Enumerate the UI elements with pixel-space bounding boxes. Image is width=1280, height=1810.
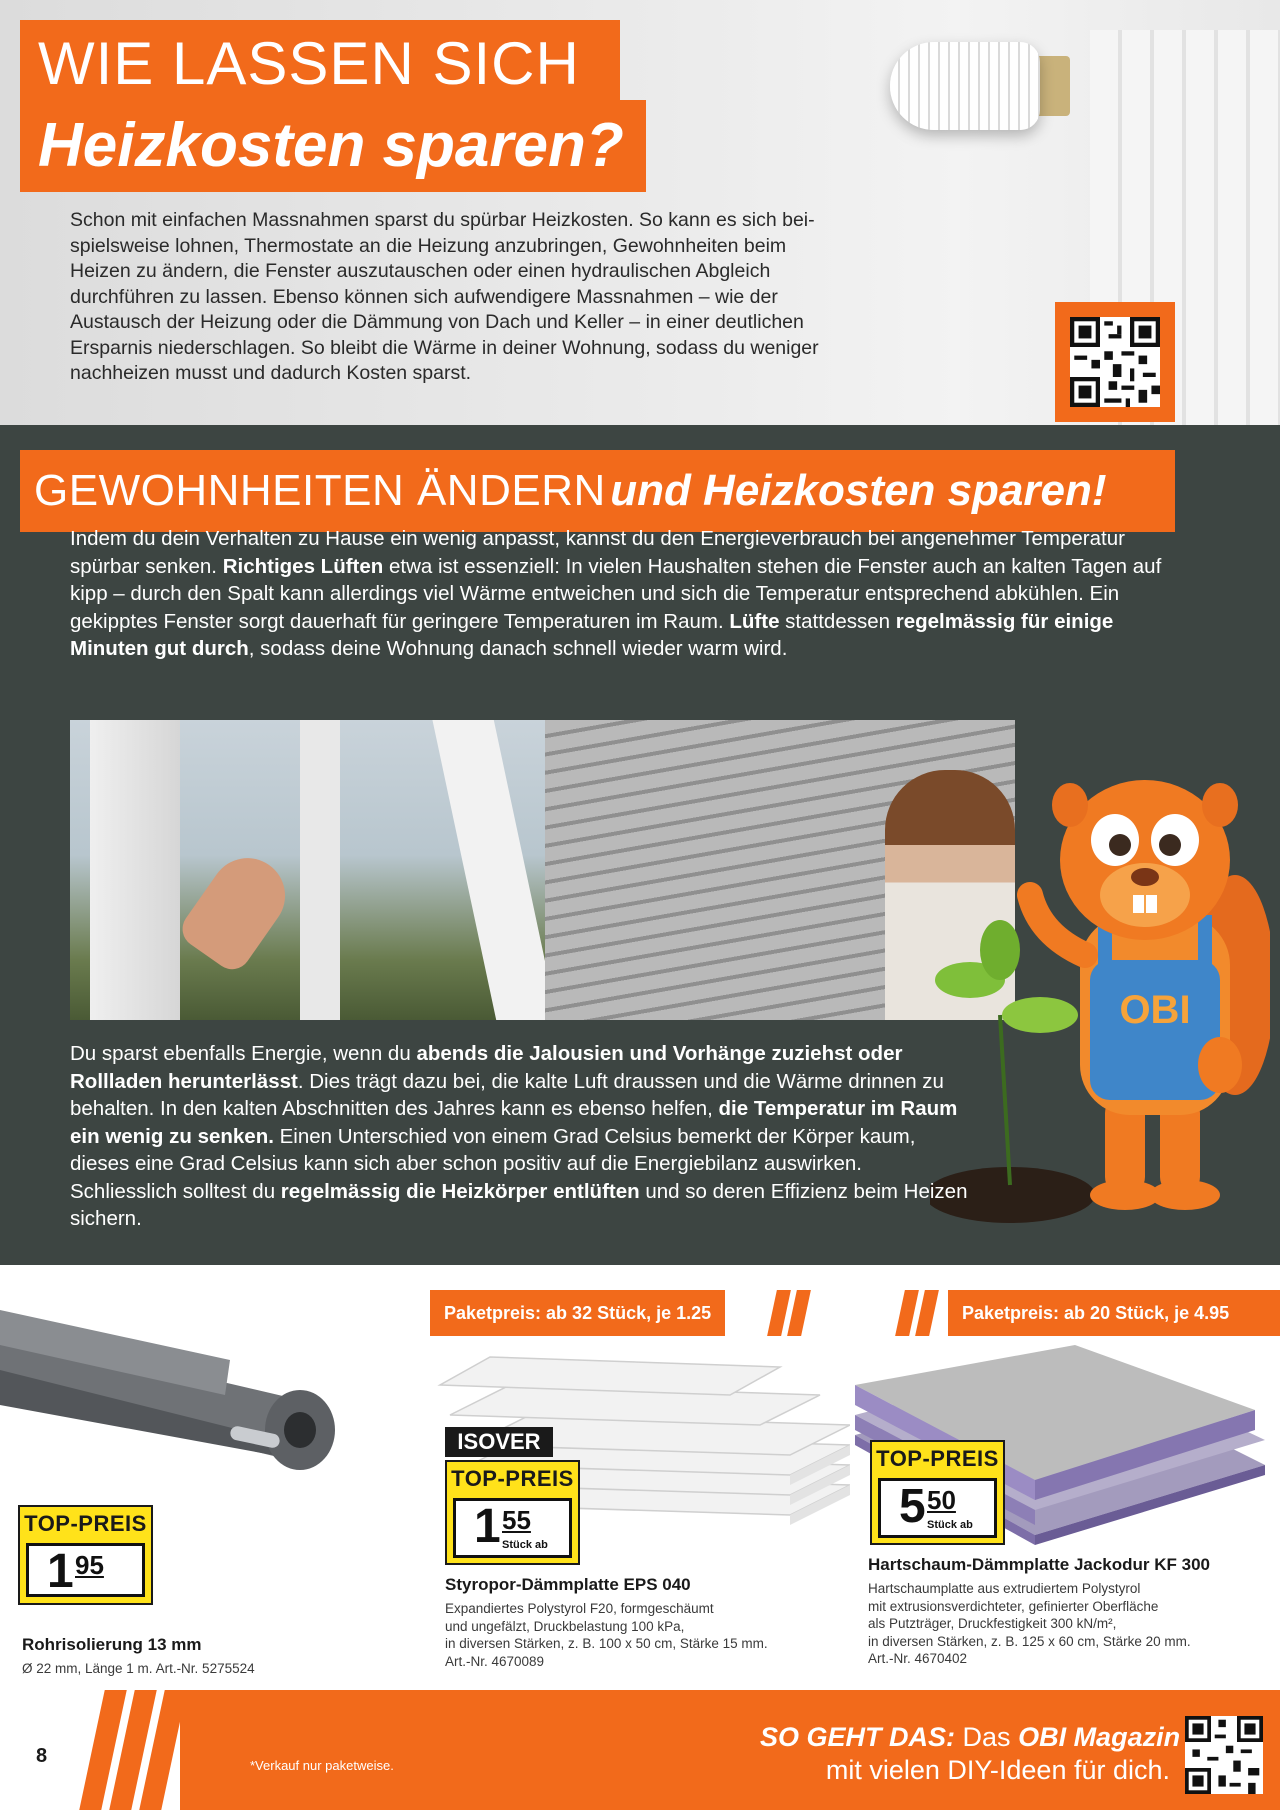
footnote: *Verkauf nur paketweise.: [250, 1758, 394, 1773]
product-desc-line: in diversen Stärken, z. B. 100 x 50 cm, Stärke 15 mm.: [445, 1636, 768, 1651]
badge-label: TOP-PREIS: [447, 1462, 578, 1496]
price-box: [878, 1478, 997, 1538]
hero-title-line2: Heizkosten sparen?: [20, 100, 646, 192]
qr-code-bottom[interactable]: [1185, 1716, 1263, 1794]
window-frame: [300, 720, 340, 1020]
qr-code-icon: [1070, 317, 1160, 407]
price-cents: 95: [75, 1550, 104, 1580]
price-main: 5: [899, 1480, 924, 1533]
top-price-badge: [445, 1460, 580, 1565]
product-desc-line: Expandiertes Polystyrol F20, formgeschäumt: [445, 1601, 714, 1616]
magazin-bold: SO GEHT DAS:: [760, 1722, 956, 1752]
text-run: und so deren Effizienz beim Heizen sichern.: [70, 1179, 968, 1230]
magazin-promo-line1: [760, 1722, 1181, 1753]
page-number: 8: [36, 1745, 48, 1767]
mascot-shirt-text: OBI: [1119, 988, 1191, 1032]
hero-body-line: nachheizen musst und dadurch Kosten sparst.: [70, 362, 472, 384]
hero-body-line: Ersparnis niederschlagen. So bleibt die Wärme in deiner Wohnung, sodass du weniger: [70, 336, 819, 359]
product-desc-line: mit extrusionsverdichteter, gefinierter Oberfläche: [868, 1598, 1159, 1614]
product-name: Hartschaum-Dämmplatte Jackodur KF 300: [868, 1555, 1211, 1574]
habits-title-plain: GEWOHNHEITEN ÄNDERN: [34, 466, 606, 515]
decor-stripe: [767, 1290, 791, 1336]
window-frame: [90, 720, 180, 1020]
price-main: 1: [474, 1500, 499, 1553]
qr-code-top[interactable]: [1055, 302, 1175, 422]
top-price-badge: [18, 1505, 153, 1605]
magazin-promo-line2: mit vielen DIY-Ideen für dich.: [825, 1755, 1170, 1785]
hero-body-line: spielsweise lohnen, Thermostate an die Heizung anzubringen, Gewohnheiten beim: [70, 234, 787, 257]
text-run-bold: Richtiges Lüften: [222, 554, 384, 578]
habits-body: [70, 525, 1190, 663]
hero-title-line1: WIE LASSEN SICH: [20, 20, 620, 108]
product-desc-line: Hartschaumplatte aus extrudiertem Polystyrol: [868, 1581, 1141, 1596]
text-run: Einen Unterschied von einem Grad Celsius bemerkt der Körper kaum, dieses eine Grad Celsius kann sich aber schon positiv auf die Energiebilanz auswirken. Schliesslich solltest du: [70, 1124, 916, 1203]
hero-body: [70, 208, 950, 387]
obi-beaver-mascot-icon: [930, 765, 1270, 1225]
price-cents: 55: [502, 1505, 531, 1535]
magazin-brand: OBI Magazin: [1018, 1722, 1181, 1752]
thermostat-valve-image: [890, 42, 1040, 130]
product-desc-line: Art.-Nr. 4670089: [445, 1653, 545, 1669]
product-desc-line: in diversen Stärken, z. B. 125 x 60 cm, Stärke 20 mm.: [868, 1633, 1191, 1649]
package-price-banner: Paketpreis: ab 32 Stück, je 1.25: [430, 1290, 725, 1336]
text-run-bold: die Temperatur im Raum ein wenig zu senken.: [70, 1097, 958, 1148]
product-desc: [868, 1580, 1268, 1668]
hero-body-line: durchführen zu lassen. Ebenso können sich aufwendigere Massnahmen – wie der: [70, 285, 778, 308]
badge-label: TOP-PREIS: [20, 1507, 151, 1541]
price-cents: 50: [927, 1485, 956, 1515]
decor-stripe: [895, 1290, 919, 1336]
product-name: Rohrisolierung 13 mm: [22, 1635, 202, 1654]
hero-body-line: Schon mit einfachen Massnahmen sparst du spürbar Heizkosten. So kann es sich bei-: [70, 209, 815, 231]
price-unit: Stück ab: [927, 1519, 973, 1531]
energy-body: [70, 1040, 970, 1233]
isover-brand-logo: [445, 1427, 553, 1457]
text-run: Indem du dein Verhalten zu Hause ein wenig anpasst, kannst du den Energieverbrauch bei angenehmer Temperatur spürbar senken.: [70, 527, 1125, 578]
habits-title-bold: und Heizkosten sparen!: [610, 466, 1107, 515]
magazin-plain: Das: [962, 1722, 1011, 1752]
text-run-bold: abends die Jalousien und Vorhänge zuziehst oder Rollladen herunterlässt: [70, 1042, 903, 1093]
text-run: stattdessen: [779, 609, 896, 633]
decor-stripe: [787, 1290, 811, 1336]
top-price-badge: [870, 1440, 1005, 1545]
hero-body-line: Austausch der Heizung oder die Dämmung von Dach und Keller – in einer deutlichen: [70, 311, 804, 333]
product-desc: [22, 1660, 352, 1678]
text-run: . Dies trägt dazu bei, die kalte Luft draussen und die Wärme drinnen zu behalten. In den kalten Abschnitten des Jahres kann es ebenso helfen,: [70, 1069, 944, 1120]
window-ventilation-photo: [70, 720, 545, 1020]
price-box: [26, 1543, 145, 1597]
brand-name: ISOVER: [457, 1429, 541, 1454]
hand-image: [175, 843, 300, 976]
habits-title: [20, 450, 1175, 532]
pipe-insulation-image: [0, 1310, 380, 1510]
package-price-banner: Paketpreis: ab 20 Stück, je 4.95: [948, 1290, 1280, 1336]
product-desc: [445, 1600, 825, 1670]
price-box: [453, 1498, 572, 1558]
product-desc-line: und ungefälzt, Druckbelastung 100 kPa,: [445, 1618, 685, 1634]
window-sash: [430, 720, 545, 1020]
product-desc-line: Ø 22 mm, Länge 1 m. Art.-Nr. 5275524: [22, 1661, 255, 1676]
text-run: etwa ist essenziell: In vielen Haushalten stehen die Fenster auch an kalten Tagen auf kipp – durch den Spalt kann allerdings viel Wärme entweichen und sich die Temperatur entsprechend abkühlen. Ein gekipptes Fenster sorgt dauerhaft für geringere Temperaturen im Raum.: [70, 554, 1162, 633]
product-name: Styropor-Dämmplatte EPS 040: [445, 1575, 691, 1594]
text-run: , sodass deine Wohnung danach schnell wieder warm wird.: [248, 637, 788, 660]
hero-body-line: Heizen zu ändern, die Fenster auszutauschen oder einen hydraulischen Abgleich: [70, 260, 771, 282]
price-unit: Stück ab: [502, 1539, 548, 1551]
badge-label: TOP-PREIS: [872, 1442, 1003, 1476]
text-run-bold: Lüfte: [729, 609, 780, 633]
price-main: 1: [47, 1545, 72, 1598]
text-run-bold: regelmässig für einige Minuten gut durch: [70, 609, 1114, 660]
text-run: Du sparst ebenfalls Energie, wenn du: [70, 1042, 417, 1065]
qr-code-icon: [1185, 1716, 1263, 1794]
product-desc-line: als Putzträger, Druckfestigkeit 300 kN/m²,: [868, 1616, 1117, 1631]
decor-stripe: [915, 1290, 939, 1336]
product-desc-line: Art.-Nr. 4670402: [868, 1651, 968, 1666]
text-run-bold: regelmässig die Heizkörper entlüften: [280, 1179, 640, 1203]
